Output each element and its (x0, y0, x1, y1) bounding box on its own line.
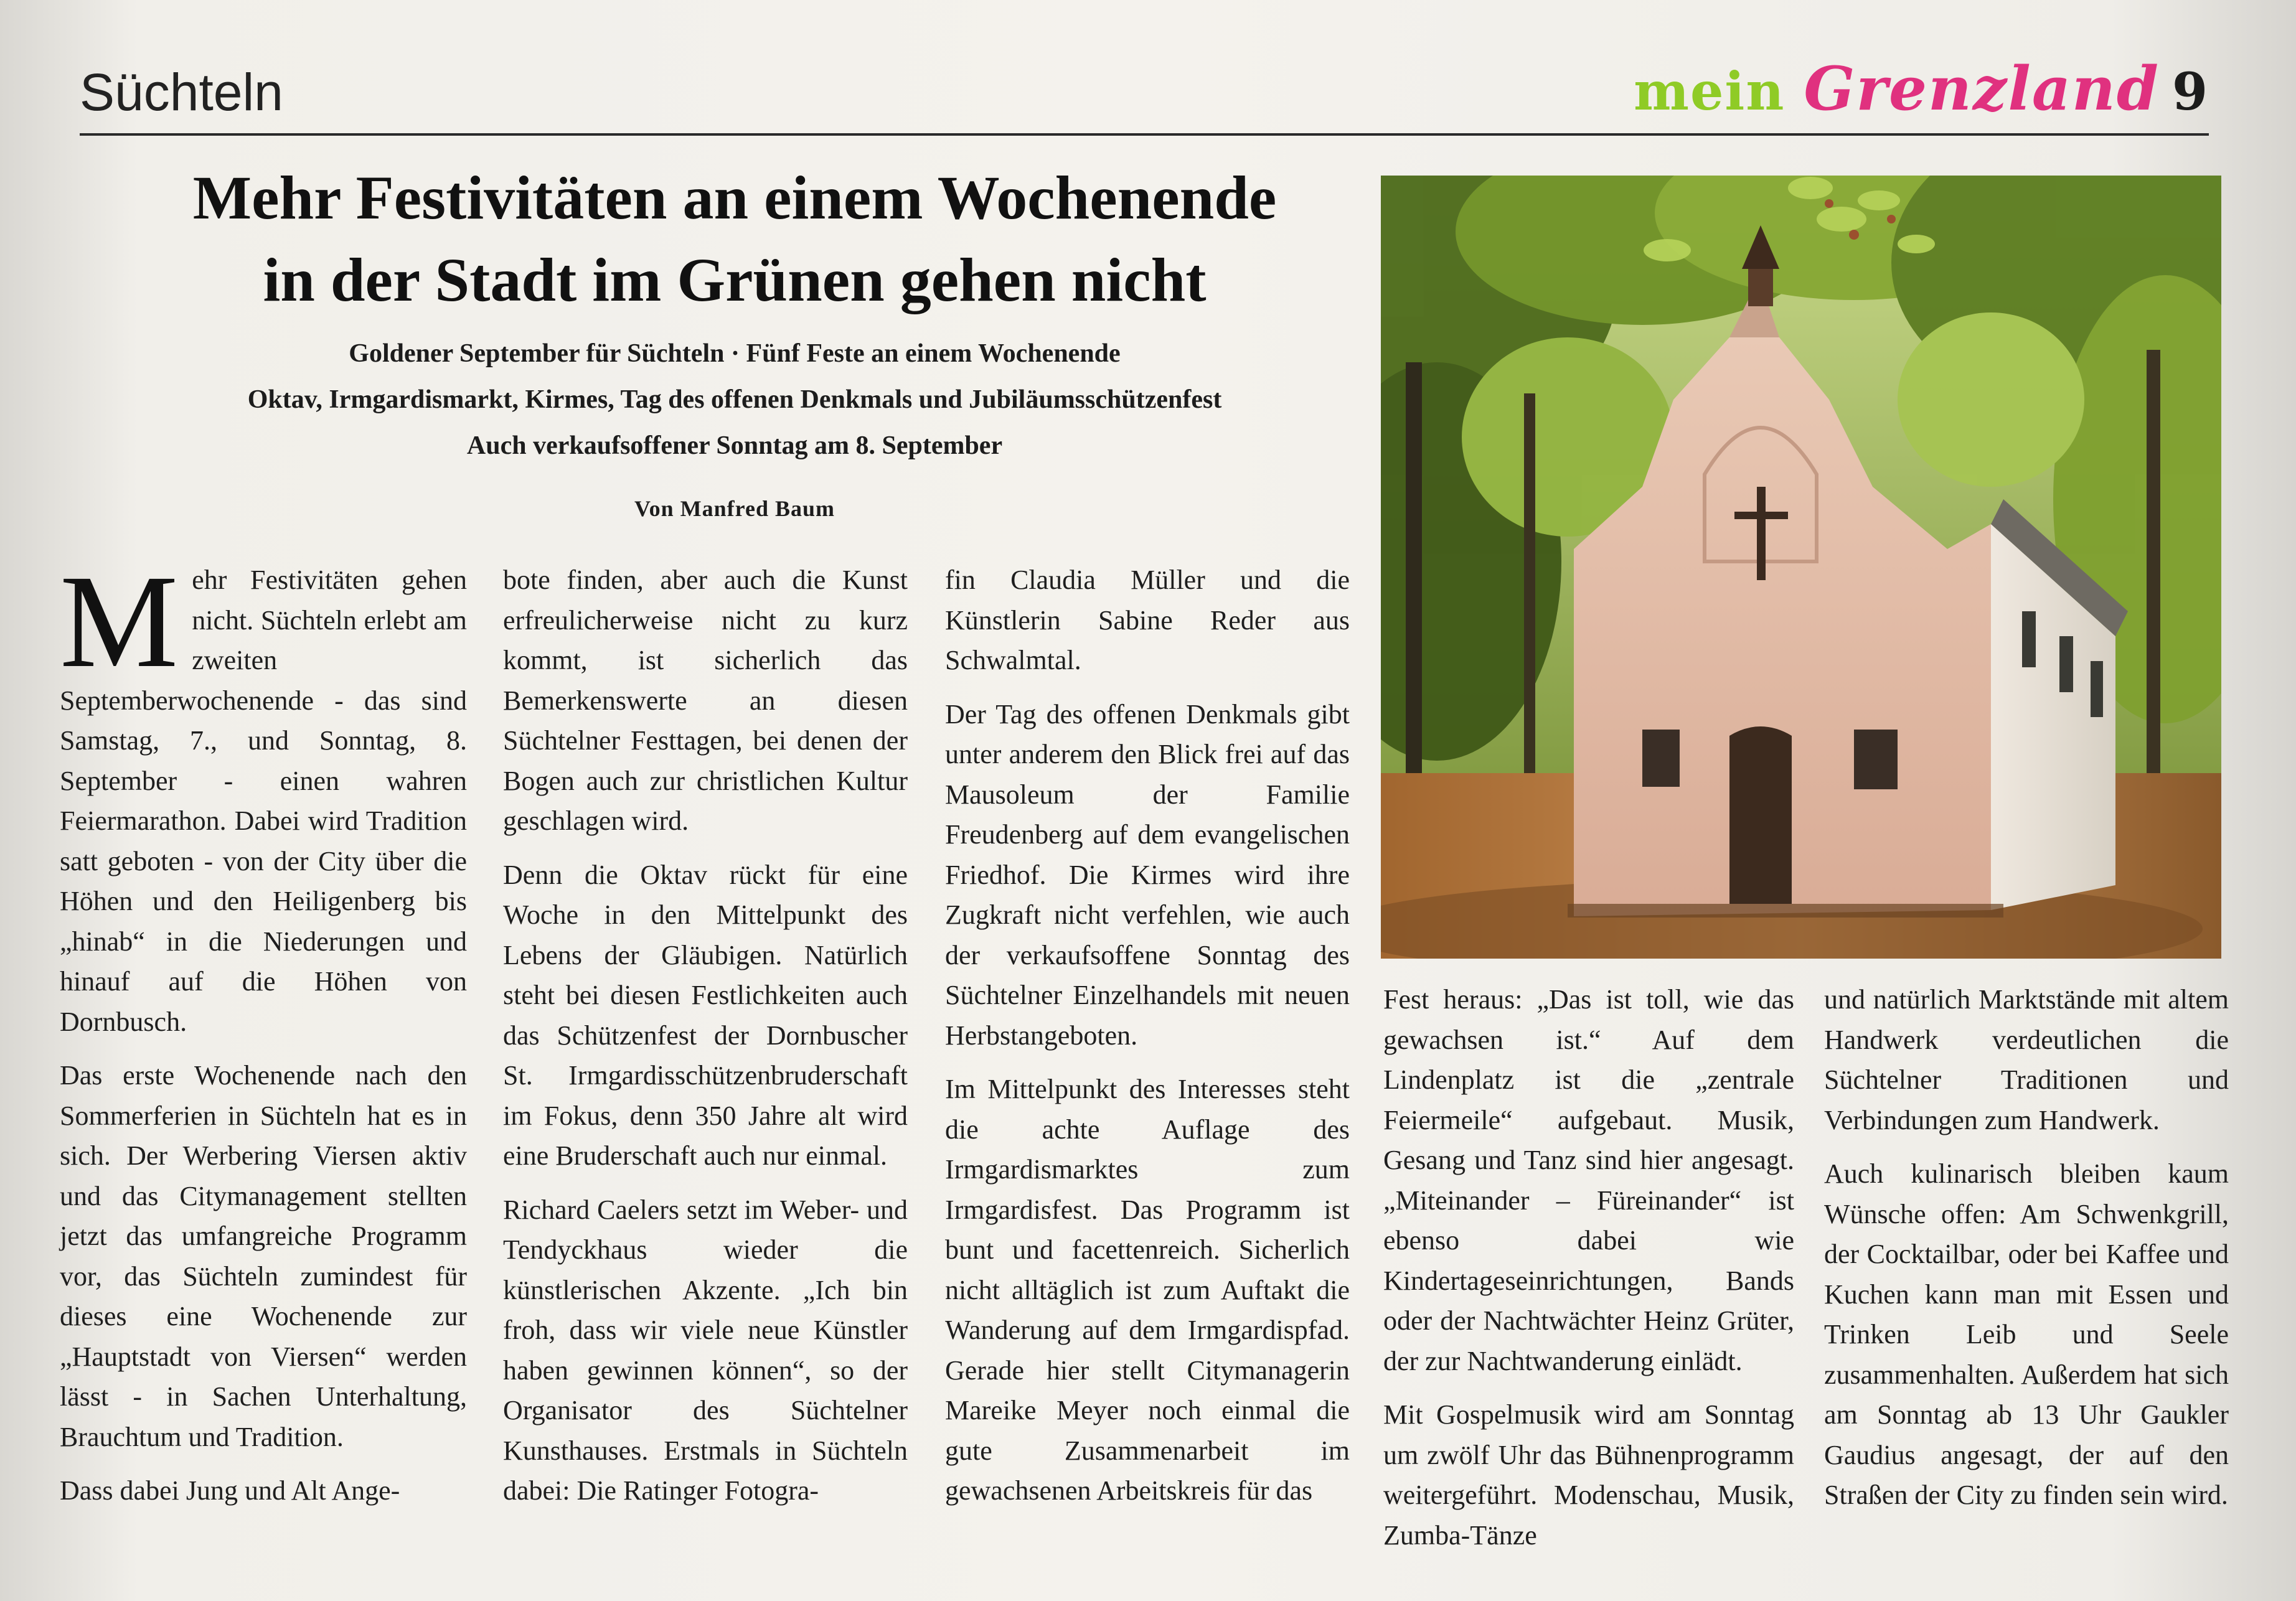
paragraph: Denn die Oktav rückt für eine Woche in den Mittelpunkt des Lebens der Gläubigen. Natürlich steht bei diesen Festlichkeiten auch das Schützenfest der Dornbuscher St. Irmgardisschützenbruderschaft im Fokus, denn 350 Jahre alt wird eine Bruderschaft auch nur einmal. (503, 859, 908, 1171)
subheadline-1: Goldener September für Süchteln · Fünf Feste an einem Wochenende (349, 339, 1121, 368)
paragraph: Richard Caelers setzt im Weber- und Tendyckhaus wieder die künstlerischen Akzente. „Ich bin froh, dass wir viele neue Künstler haben gewinnen können“, so der Organisator des Süchtelner Kunsthauses. Erstmals in Süchteln dabei: Die Ratinger Fotogra- (503, 1194, 908, 1506)
paragraph: Mit Gospelmusik wird am Sonntag um zwölf Uhr das Bühnenprogramm weitergeführt. Modenschau, Musik, Zumba-Tänze (1383, 1399, 1794, 1551)
section-label: Süchteln (80, 63, 283, 121)
column-1 (60, 548, 467, 1525)
paragraph: Der Tag des offenen Denkmals gibt unter anderem den Blick frei auf das Mausoleum der Familie Freudenberg auf dem evangelischen Friedhof. Die Kirmes wird ihre Zugkraft nicht verfehlen, wie auch der verkaufsoffene Sonntag des Süchtelner Einzelhandels mit neuen Herbstangeboten. (945, 698, 1350, 1051)
drop-cap: M (60, 548, 179, 695)
paragraph: Fest heraus: „Das ist toll, wie das gewachsen ist.“ Auf dem Lindenplatz ist die „zentrale Feiermeile“ aufgebaut. Musik, Gesang und Tanz sind hier angesagt. „Miteinander – Füreinander“ ist ebenso dabei wie Kindertageseinrichtungen, Bands oder der Nachtwächter Heinz Grüter, der zur Nachtwanderung einlädt. (1383, 984, 1794, 1376)
headline (100, 157, 1370, 321)
paragraph: Dass dabei Jung und Alt Ange- (60, 1475, 400, 1506)
column-4 (1383, 980, 1794, 1569)
headline-line-2: in der Stadt im Grünen gehen nicht (263, 245, 1207, 314)
paragraph: Das erste Wochenende nach den Sommerferien in Süchteln hat es in sich. Der Werbering Viersen aktiv und das Citymanagement stellten jetzt das umfangreiche Programm vor, das Süchteln zumindest für dieses eine Wochenende zur „Hauptstadt von Viersen“ werden lässt - in Sachen Unterhaltung, Brauchtum und Tradition. (60, 1060, 467, 1452)
subheadline-2: Oktav, Irmgardismarkt, Kirmes, Tag des offenen Denkmals und Jubiläumsschützenfest (247, 385, 1222, 414)
byline: Von Manfred Baum (634, 496, 835, 521)
column-3 (945, 560, 1350, 1525)
brand-grenzland: Grenzland (1804, 54, 2160, 124)
page-number: 9 (2171, 62, 2209, 122)
chapel-photo (1381, 176, 2221, 959)
paragraph: Im Mittelpunkt des Interesses steht die achte Auflage des Irmgardismarktes zum Irmgardisfest. Das Programm ist bunt und facettenreich. Sicherlich nicht alltäglich ist zum Auftakt die Wanderung auf dem Irmgardispfad. Gerade hier stellt Citymanagerin Mareike Meyer noch einmal die gute Zusammenarbeit im gewachsenen Arbeitskreis für das (945, 1074, 1350, 1506)
paragraph: fin Claudia Müller und die Künstlerin Sabine Reder aus Schwalmtal. (945, 565, 1350, 675)
paragraph: Auch kulinarisch bleiben kaum Wünsche offen: Am Schwenkgrill, der Cocktailbar, oder bei Kaffee und Kuchen kann man mit Essen und Trinken Leib und Seele zusammenhalten. Außerdem hat sich am Sonntag ab 13 Uhr Gaukler Gaudius angesagt, der auf den Straßen der City zu finden sein wird. (1824, 1158, 2229, 1510)
paragraph: ehr Festivitäten gehen nicht. Süchteln erlebt am zweiten Septemberwochenende - das sind Samstag, 7., und Sonntag, 8. September - einen wahren Feiermarathon. Dabei wird Tradition satt geboten - von der City über die Höhen und den Heiligenberg bis „hinab“ in die Niederungen und hinauf auf die Höhen von Dornbusch. (60, 565, 467, 1037)
headline-line-1: Mehr Festivitäten an einem Wochenende (192, 163, 1277, 232)
magazine-brand (1634, 54, 2209, 124)
brand-mein: mein (1634, 60, 1786, 122)
paragraph: bote finden, aber auch die Kunst erfreulicherweise nicht zu kurz kommt, ist sicherlich das Bemerkenswerte an diesen Süchtelner Festtagen, bei denen der Bogen auch zur christlichen Kultur geschlagen wird. (503, 565, 908, 836)
header-rule (80, 133, 2209, 136)
paragraph: und natürlich Marktstände mit altem Handwerk verdeutlichen die Süchtelner Traditionen und Verbindungen zum Handwerk. (1824, 984, 2229, 1135)
subheadline-3: Auch verkaufsoffener Sonntag am 8. September (466, 431, 1003, 460)
column-5 (1824, 980, 2229, 1529)
column-2 (503, 560, 908, 1525)
